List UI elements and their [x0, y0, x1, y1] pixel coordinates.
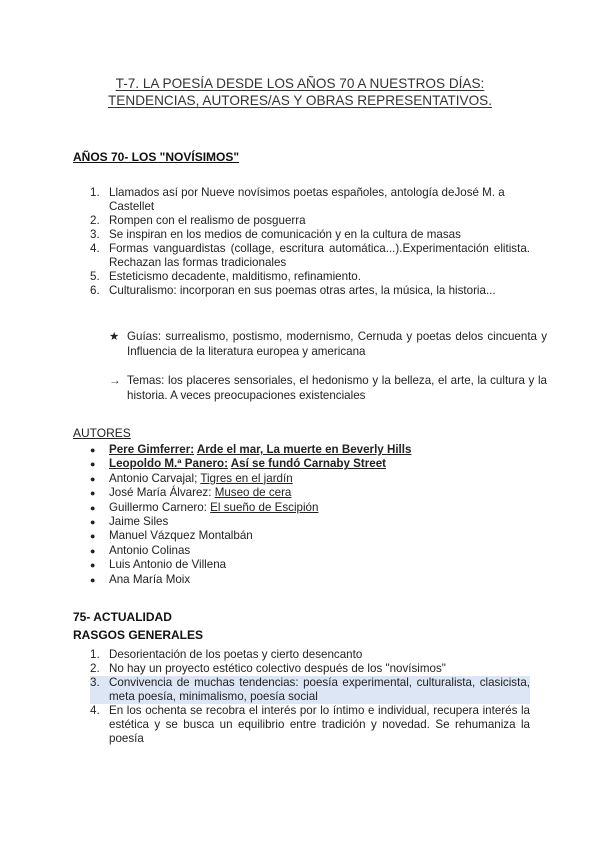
autores-heading: AUTORES [73, 426, 131, 440]
bullet-icon: ● [90, 502, 96, 513]
list-item: ● Antonio Carvajal; Tigres en el jardín [90, 471, 293, 485]
bullet-icon: ● [90, 574, 96, 585]
section-70-heading: AÑOS 70- LOS "NOVÍSIMOS" [73, 150, 240, 164]
list-item: 3. Se inspiran en los medios de comunicación y en la cultura de masas [90, 228, 461, 241]
list-item: 1. Llamados así por Nueve novísimos poetas españoles, antología deJosé M. a Castellet [90, 186, 505, 213]
bullet-icon: ● [90, 488, 96, 499]
list-item: ● Ana María Moix [90, 572, 191, 586]
bullet-icon: ● [90, 459, 96, 470]
list-item: 2. Rompen con el realismo de posguerra [90, 214, 306, 227]
list-item-highlighted: 3. Convivencia de muchas tendencias: poesía experimental, culturalista, clasicista, meta poesía, minimalismo, poesía social [90, 676, 530, 703]
list-item: 2. No hay un proyecto estético colectivo después de los "novísimos" [90, 662, 446, 675]
list-item: ● Manuel Vázquez Montalbán [90, 529, 253, 543]
authors-list [90, 443, 510, 587]
list-item: 1. Desorientación de los poetas y cierto desencanto [90, 648, 363, 661]
bullet-icon: ● [90, 517, 96, 528]
title-line-1: T-7. LA POESÍA DESDE LOS AÑOS 70 A NUESTROS DÍAS: [115, 76, 485, 91]
list-item: 6. Culturalismo: incorporan en sus poemas otras artes, la música, la historia... [90, 284, 496, 297]
bullet-icon: ● [90, 545, 96, 556]
section-70-list [90, 186, 530, 298]
list-item: 5. Esteticismo decadente, malditismo, refinamiento. [90, 270, 361, 283]
bullet-icon: ● [90, 560, 96, 571]
temas-note: → Temas: los placeres sensoriales, el hedonismo y la belleza, el arte, la cultura y la historia. A veces preocupaciones existenciales [109, 374, 547, 402]
list-item: ● Jaime Siles [90, 515, 169, 529]
list-item: ● Guillermo Carnero: El sueño de Escipión [90, 500, 319, 514]
actualidad-list [90, 648, 530, 746]
arrow-right-icon: → [109, 374, 121, 387]
list-item: ● José María Álvarez: Museo de cera [90, 486, 292, 500]
list-item: 4. En los ochenta se recobra el interés por lo íntimo e individual, recupera interés la estética y se busca un equilibrio entre tradición y novedad. Se rehumaniza la poesía [90, 704, 530, 745]
document-title [70, 75, 530, 109]
guias-note: ★ Guías: surrealismo, postismo, modernismo, Cernuda y poetas delos cincuenta y Influencia de la literatura europea y americana [109, 330, 547, 358]
bullet-icon: ● [90, 473, 96, 484]
list-item: ● Luis Antonio de Villena [90, 558, 227, 572]
actualidad-heading: 75- ACTUALIDAD [73, 610, 172, 624]
star-icon: ★ [109, 330, 120, 343]
list-item: ● Pere Gimferrer: Arde el mar, La muerte en Beverly Hills [90, 443, 412, 456]
list-item: ● Antonio Colinas [90, 543, 191, 557]
list-item: 4. Formas vanguardistas (collage, escritura automática...).Experimentación elitista. Rechazan las formas tradicionales [90, 242, 530, 269]
bullet-icon: ● [90, 445, 96, 455]
list-item: ● Leopoldo M.ª Panero: Así se fundó Carnaby Street [90, 457, 387, 471]
title-line-2: TENDENCIAS, AUTORES/AS Y OBRAS REPRESENTATIVOS. [108, 93, 492, 108]
rasgos-generales-heading: RASGOS GENERALES [73, 628, 204, 642]
bullet-icon: ● [90, 531, 96, 542]
